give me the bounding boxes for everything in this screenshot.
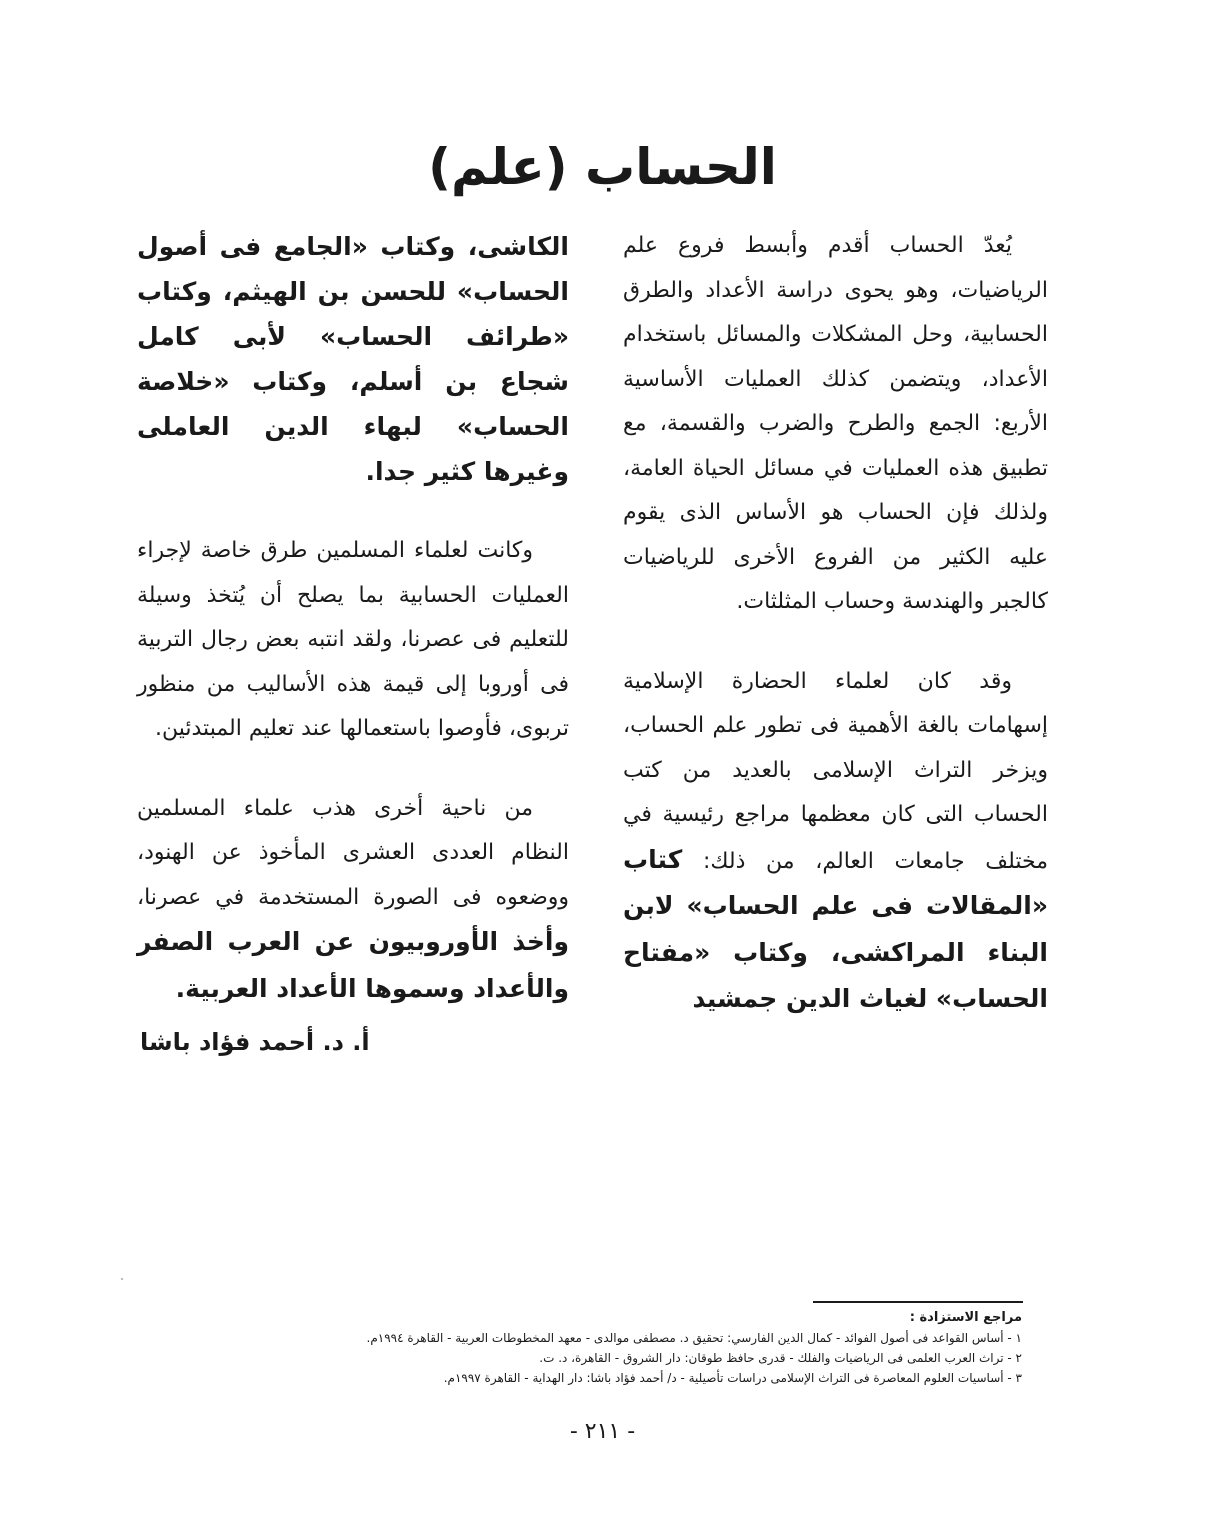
footnote-divider: [813, 1301, 1023, 1303]
paragraph-contributions: [623, 660, 1048, 1024]
numerals-bold: وأخذ الأوروبيون عن العرب الصفر والأعداد وسموها الأعداد العربية.: [137, 927, 569, 1003]
reference-item: ٣ - أساسيات العلوم المعاصرة فى التراث الإسلامى دراسات تأصيلية - د/ أحمد فؤاد باشا: دار الهداية - القاهرة ١٩٩٧م.: [443, 1371, 1022, 1385]
paragraph-intro: يُعدّ الحساب أقدم وأبسط فروع علم الرياضيات، وهو يحوى دراسة الأعداد والطرق الحسابية، وحل المشكلات والمسائل باستخدام الأعداد، ويتضمن كذلك العمليات الأساسية الأربع: الجمع والطرح والضرب والقسمة، مع تطبيق هذه العمليات في مسائل الحياة العامة، ولذلك فإن الحساب هو الأساس الذى يقوم عليه الكثير من الفروع الأخرى للرياضيات كالجبر والهندسة وحساب المثلثات.: [623, 233, 1048, 614]
page-title: الحساب (علم): [428, 138, 777, 196]
book-list-continued: الكاشى، وكتاب «الجامع فى أصول الحساب» للحسن بن الهيثم، وكتاب «طرائف الحساب» لأبى كامل شجاع بن أسلم، وكتاب «خلاصة الحساب» لبهاء الدين العاملى وغيرها كثير جدا.: [137, 232, 569, 486]
numerals-text: من ناحية أخرى هذب علماء المسلمين النظام العددى العشرى المأخوذ عن الهنود، ووضعوه فى الصورة المستخدمة في عصرنا،: [137, 795, 569, 910]
reference-item: ٢ - تراث العرب العلمى فى الرياضيات والفلك - قدرى حافظ طوقان: دار الشروق - القاهرة، د. ت.: [539, 1351, 1022, 1365]
reference-item: ١ - أساس القواعد فى أصول الفوائد - كمال الدين الفارسي: تحقيق د. مصطفى موالدى - معهد المخطوطات العربية - القاهرة ١٩٩٤م.: [366, 1331, 1022, 1345]
page-number: - ٢١١ -: [569, 1419, 636, 1444]
paragraph-methods: وكانت لعلماء المسلمين طرق خاصة لإجراء العمليات الحسابية بما يصلح أن يُتخذ وسيلة للتعليم فى عصرنا، ولقد انتبه بعض رجال التربية فى أوروبا إلى قيمة هذه الأساليب من منظور تربوى، فأوصوا باستعمالها عند تعليم المبتدئين.: [137, 538, 569, 741]
contributions-text: وقد كان لعلماء الحضارة الإسلامية إسهامات بالغة الأهمية فى تطور علم الحساب، ويزخر التراث الإسلامى بالعديد من كتب الحساب التى كان معظمها مراجع رئيسية في مختلف جامعات العالم، من ذلك:: [623, 668, 1048, 874]
book-list-bold: كتاب «المقالات فى علم الحساب» لابن البناء المراكشى، وكتاب «مفتاح الحساب» لغياث الدين جمشيد: [623, 844, 1048, 1013]
references-heading: مراجع الاستزادة :: [909, 1310, 1022, 1325]
left-column: [137, 224, 569, 1048]
author-signature: أ. د. أحمد فؤاد باشا: [140, 1028, 370, 1056]
paragraph-numerals: [137, 787, 569, 1014]
scan-speck: [121, 1278, 123, 1280]
references-section: [142, 1308, 1022, 1388]
right-column: [623, 224, 1048, 1059]
